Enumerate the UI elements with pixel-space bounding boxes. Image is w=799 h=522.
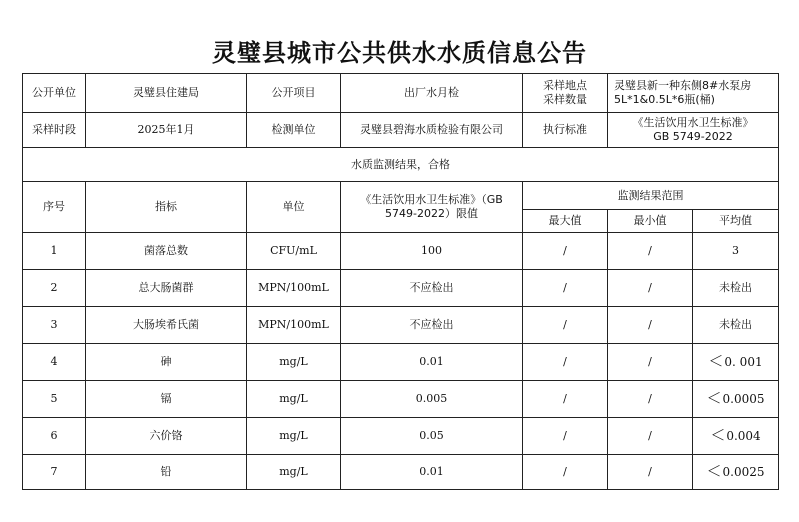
row-avg bbox=[693, 455, 779, 490]
row-max: / bbox=[523, 307, 608, 344]
avg-value: 0.0025 bbox=[722, 465, 765, 479]
table-row bbox=[23, 344, 779, 381]
row-max: / bbox=[523, 270, 608, 307]
col-min: 最小值 bbox=[608, 210, 693, 233]
result-summary: 水质监测结果，合格 bbox=[23, 148, 779, 182]
row-limit: 0.01 bbox=[341, 344, 523, 381]
avg-value: 0. 001 bbox=[724, 355, 763, 369]
table-row bbox=[23, 455, 779, 490]
row-unit: CFU/mL bbox=[247, 233, 341, 270]
row-avg bbox=[693, 344, 779, 381]
row-no: 6 bbox=[23, 418, 86, 455]
avg-value: 3 bbox=[732, 244, 739, 257]
row-limit: 100 bbox=[341, 233, 523, 270]
row-limit: 不应检出 bbox=[341, 270, 523, 307]
row-limit: 0.005 bbox=[341, 381, 523, 418]
row-indicator: 菌落总数 bbox=[86, 233, 247, 270]
row-no: 4 bbox=[23, 344, 86, 381]
header-row-1 bbox=[23, 74, 779, 113]
row-indicator: 总大肠菌群 bbox=[86, 270, 247, 307]
lab-value: 灵璧县碧海水质检验有限公司 bbox=[341, 113, 523, 148]
row-no: 7 bbox=[23, 455, 86, 490]
water-quality-table bbox=[22, 73, 779, 490]
row-indicator: 六价铬 bbox=[86, 418, 247, 455]
row-unit: mg/L bbox=[247, 381, 341, 418]
col-indicator: 指标 bbox=[86, 182, 247, 233]
row-limit: 0.05 bbox=[341, 418, 523, 455]
row-max: / bbox=[523, 381, 608, 418]
row-unit: mg/L bbox=[247, 455, 341, 490]
row-min: / bbox=[608, 418, 693, 455]
standard-label: 执行标准 bbox=[523, 113, 608, 148]
less-than-symbol: ＜ bbox=[706, 462, 722, 480]
col-range: 监测结果范围 bbox=[523, 182, 779, 210]
row-max: / bbox=[523, 418, 608, 455]
row-max: / bbox=[523, 344, 608, 381]
row-avg bbox=[693, 270, 779, 307]
row-unit: MPN/100mL bbox=[247, 307, 341, 344]
time-value: 2025年1月 bbox=[86, 113, 247, 148]
row-max: / bbox=[523, 455, 608, 490]
avg-value: 0.0005 bbox=[722, 392, 765, 406]
less-than-symbol: ＜ bbox=[708, 352, 724, 370]
less-than-symbol: ＜ bbox=[710, 426, 726, 444]
table-row bbox=[23, 381, 779, 418]
col-avg: 平均值 bbox=[693, 210, 779, 233]
column-header-row-1 bbox=[23, 182, 779, 210]
avg-value: 未检出 bbox=[719, 318, 752, 331]
publisher-label: 公开单位 bbox=[23, 74, 86, 113]
col-limit: 《生活饮用水卫生标准》（GB 5749-2022）限值 bbox=[341, 182, 523, 233]
row-min: / bbox=[608, 307, 693, 344]
row-max: / bbox=[523, 233, 608, 270]
project-label: 公开项目 bbox=[247, 74, 341, 113]
row-indicator: 铅 bbox=[86, 455, 247, 490]
avg-value: 未检出 bbox=[719, 281, 752, 294]
page-title: 灵璧县城市公共供水水质信息公告 bbox=[212, 39, 587, 67]
table-row bbox=[23, 307, 779, 344]
col-unit: 单位 bbox=[247, 182, 341, 233]
col-max: 最大值 bbox=[523, 210, 608, 233]
table-row bbox=[23, 270, 779, 307]
table-row bbox=[23, 418, 779, 455]
row-no: 1 bbox=[23, 233, 86, 270]
publisher-value: 灵璧县住建局 bbox=[86, 74, 247, 113]
row-indicator: 砷 bbox=[86, 344, 247, 381]
row-unit: MPN/100mL bbox=[247, 270, 341, 307]
row-no: 3 bbox=[23, 307, 86, 344]
sample-value: 灵璧县新一种东侧8#水泵房 5L*1&0.5L*6瓶(桶) bbox=[608, 74, 779, 113]
row-unit: mg/L bbox=[247, 344, 341, 381]
row-indicator: 大肠埃希氏菌 bbox=[86, 307, 247, 344]
col-no: 序号 bbox=[23, 182, 86, 233]
table-row bbox=[23, 233, 779, 270]
row-avg bbox=[693, 233, 779, 270]
row-no: 2 bbox=[23, 270, 86, 307]
row-limit: 不应检出 bbox=[341, 307, 523, 344]
row-min: / bbox=[608, 233, 693, 270]
row-limit: 0.01 bbox=[341, 455, 523, 490]
summary-row bbox=[23, 148, 779, 182]
row-avg bbox=[693, 418, 779, 455]
row-unit: mg/L bbox=[247, 418, 341, 455]
row-min: / bbox=[608, 381, 693, 418]
sample-label: 采样地点 采样数量 bbox=[523, 74, 608, 113]
row-avg bbox=[693, 307, 779, 344]
row-min: / bbox=[608, 344, 693, 381]
project-value: 出厂水月检 bbox=[341, 74, 523, 113]
standard-value: 《生活饮用水卫生标准》 GB 5749-2022 bbox=[608, 113, 779, 148]
lab-label: 检测单位 bbox=[247, 113, 341, 148]
less-than-symbol: ＜ bbox=[706, 389, 722, 407]
avg-value: 0.004 bbox=[726, 429, 761, 443]
header-row-2 bbox=[23, 113, 779, 148]
row-avg bbox=[693, 381, 779, 418]
row-indicator: 镉 bbox=[86, 381, 247, 418]
row-min: / bbox=[608, 455, 693, 490]
time-label: 采样时段 bbox=[23, 113, 86, 148]
row-no: 5 bbox=[23, 381, 86, 418]
row-min: / bbox=[608, 270, 693, 307]
